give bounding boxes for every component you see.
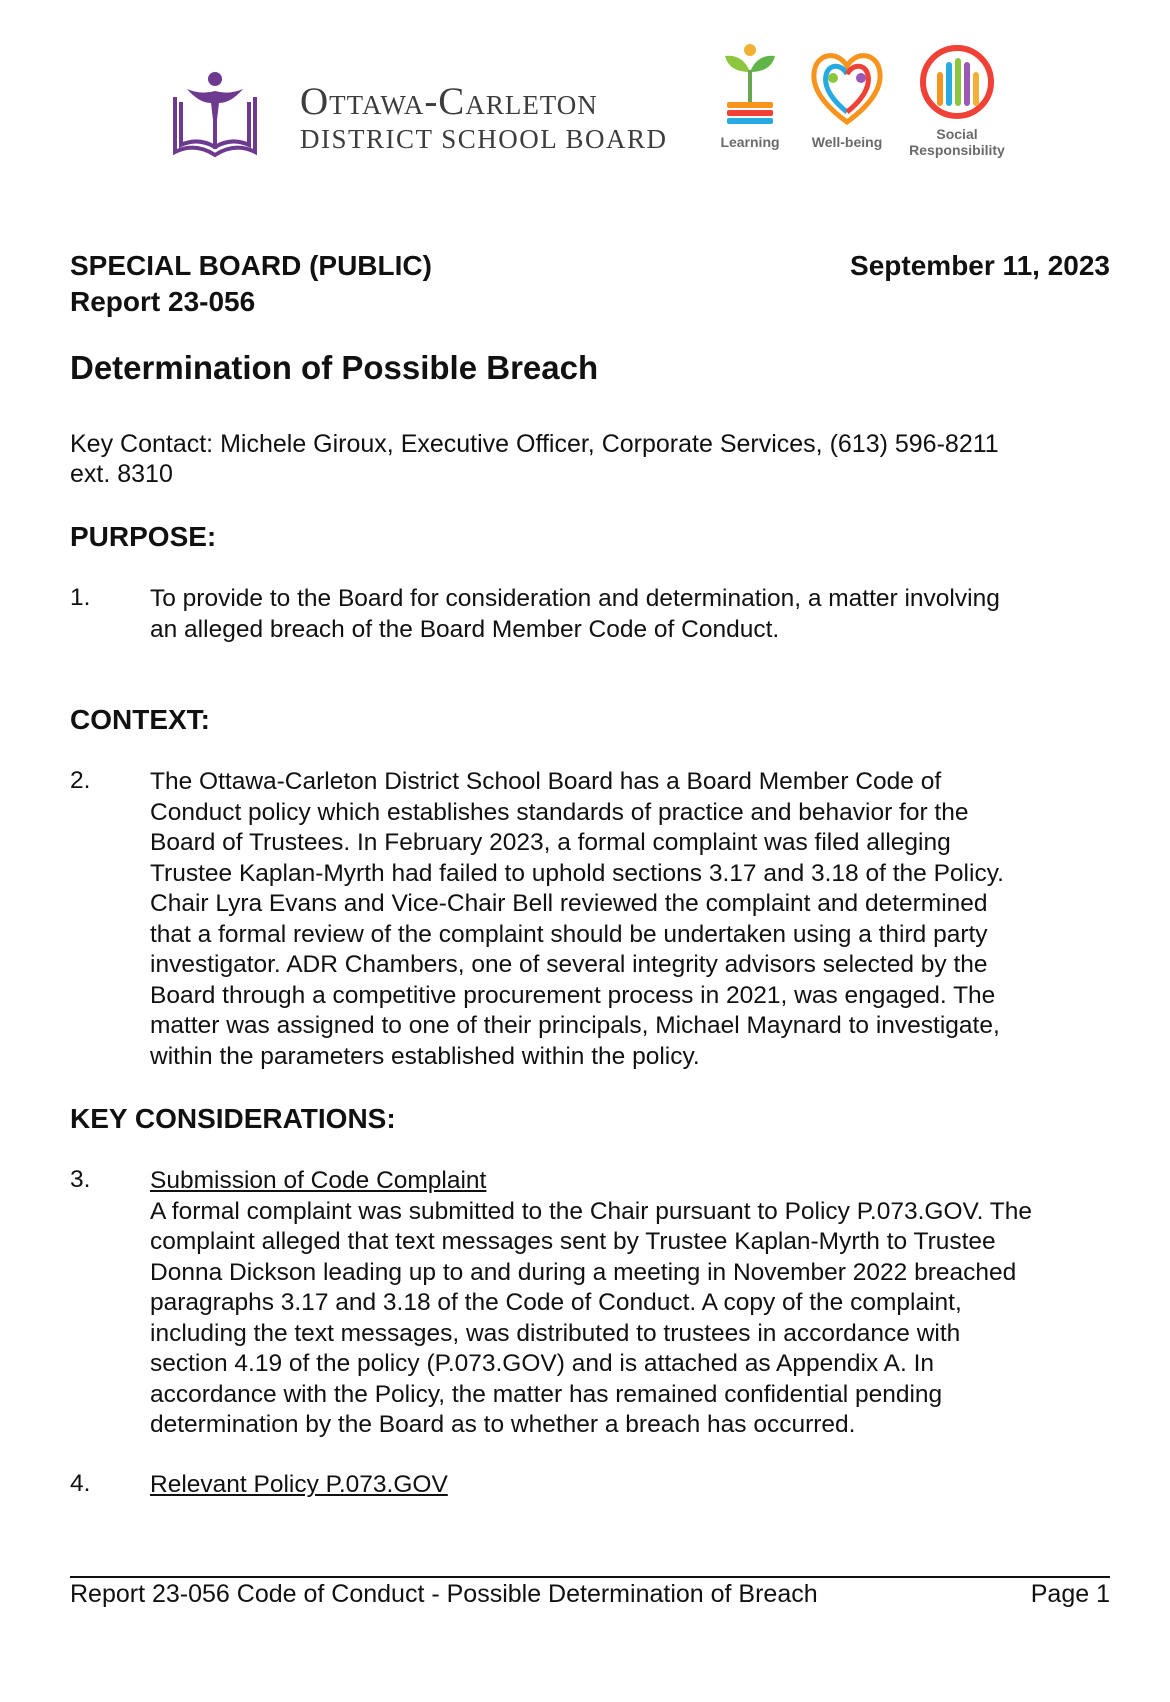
- footer-report-title: Report 23-056 Code of Conduct - Possible Determination of Breach: [70, 1580, 818, 1608]
- text-line: including the text messages, was distributed to trustees in accordance with: [150, 1319, 961, 1347]
- text-line: paragraphs 3.17 and 3.18 of the Code of Conduct. A copy of the complaint,: [150, 1289, 962, 1316]
- pillar-social-responsibility: [902, 42, 1012, 158]
- pillar-wellbeing: [792, 42, 902, 150]
- text-line: section 4.19 of the policy (P.073.GOV) and is attached as Appendix A. In: [150, 1350, 935, 1377]
- paragraph-subheading: Submission of Code Complaint: [150, 1167, 487, 1194]
- paragraph-submission: [150, 1166, 1130, 1441]
- board-name-line1: [300, 80, 668, 124]
- pillar-label-learning: Learning: [720, 134, 780, 150]
- board-name-line1-text: Ottawa-Carleton: [300, 80, 598, 123]
- text-line: an alleged breach of the Board Member Code of Conduct.: [150, 615, 780, 643]
- text-line: The Ottawa-Carleton District School Board has a Board Member Code of: [150, 768, 942, 795]
- section-heading-key-considerations: KEY CONSIDERATIONS:: [70, 1103, 396, 1134]
- pillar-label-social: Social Responsibility: [909, 126, 1005, 158]
- paragraph-context: [150, 767, 1130, 1072]
- key-contact: [70, 429, 999, 489]
- paragraph-number: 4.: [70, 1470, 91, 1497]
- board-name-line2-text: DISTRICT SCHOOL BOARD: [300, 124, 668, 154]
- paragraph-number: 3.: [70, 1166, 91, 1193]
- paragraph-number: 2.: [70, 767, 91, 794]
- text-line: To provide to the Board for consideration and determination, a matter involving: [150, 585, 1000, 612]
- learning-plant-icon: [715, 42, 785, 130]
- report-date: September 11, 2023: [850, 250, 1110, 281]
- text-line: investigator. ADR Chambers, one of several integrity advisors selected by the: [150, 951, 988, 978]
- letterhead: [160, 42, 1040, 172]
- report-number: Report 23-056: [70, 286, 256, 317]
- key-contact-line1: Key Contact: Michele Giroux, Executive Officer, Corporate Services, (613) 596-8211: [70, 430, 999, 458]
- section-heading-context: CONTEXT:: [70, 704, 210, 735]
- text-line: Trustee Kaplan-Myrth had failed to uphold sections 3.17 and 3.18 of the Policy.: [150, 859, 1004, 887]
- paragraph-number: 1.: [70, 584, 91, 611]
- paragraph-relevant-policy: [150, 1470, 1130, 1501]
- text-line: Board through a competitive procurement process in 2021, was engaged. The: [150, 981, 996, 1009]
- text-line: Donna Dickson leading up to and during a meeting in November 2022 breached: [150, 1258, 1017, 1286]
- paragraph-subheading: Relevant Policy P.073.GOV: [150, 1471, 448, 1498]
- wellbeing-heart-icon: [807, 42, 887, 130]
- footer-divider: [70, 1576, 1110, 1578]
- paragraph-purpose: [150, 584, 1130, 645]
- text-line: determination by the Board as to whether a breach has occurred.: [150, 1411, 856, 1438]
- document-title: Determination of Possible Breach: [70, 349, 599, 386]
- board-name: [300, 80, 668, 154]
- text-line: Conduct policy which establishes standards of practice and behavior for the: [150, 798, 969, 826]
- pillar-label-wellbeing: Well-being: [811, 134, 883, 150]
- text-line: Board of Trustees. In February 2023, a formal complaint was filed alleging: [150, 829, 951, 856]
- board-logo-icon: [165, 67, 265, 162]
- pillar-learning: [695, 42, 805, 150]
- board-name-line2: [300, 124, 668, 154]
- section-heading-purpose: PURPOSE:: [70, 521, 217, 552]
- meeting-type: SPECIAL BOARD (PUBLIC): [70, 250, 432, 281]
- text-line: A formal complaint was submitted to the Chair pursuant to Policy P.073.GOV. The: [150, 1197, 1033, 1225]
- footer-page-number: Page 1: [1030, 1580, 1110, 1608]
- text-line: Chair Lyra Evans and Vice-Chair Bell reviewed the complaint and determined: [150, 890, 988, 917]
- text-line: matter was assigned to one of their principals, Michael Maynard to investigate,: [150, 1012, 1000, 1039]
- key-contact-line2: ext. 8310: [70, 460, 173, 488]
- social-hands-icon: [917, 42, 997, 122]
- text-line: that a formal review of the complaint should be undertaken using a third party: [150, 920, 988, 948]
- text-line: accordance with the Policy, the matter has remained confidential pending: [150, 1380, 943, 1408]
- text-line: within the parameters established within the policy.: [150, 1042, 700, 1070]
- text-line: complaint alleged that text messages sent by Trustee Kaplan-Myrth to Trustee: [150, 1228, 996, 1255]
